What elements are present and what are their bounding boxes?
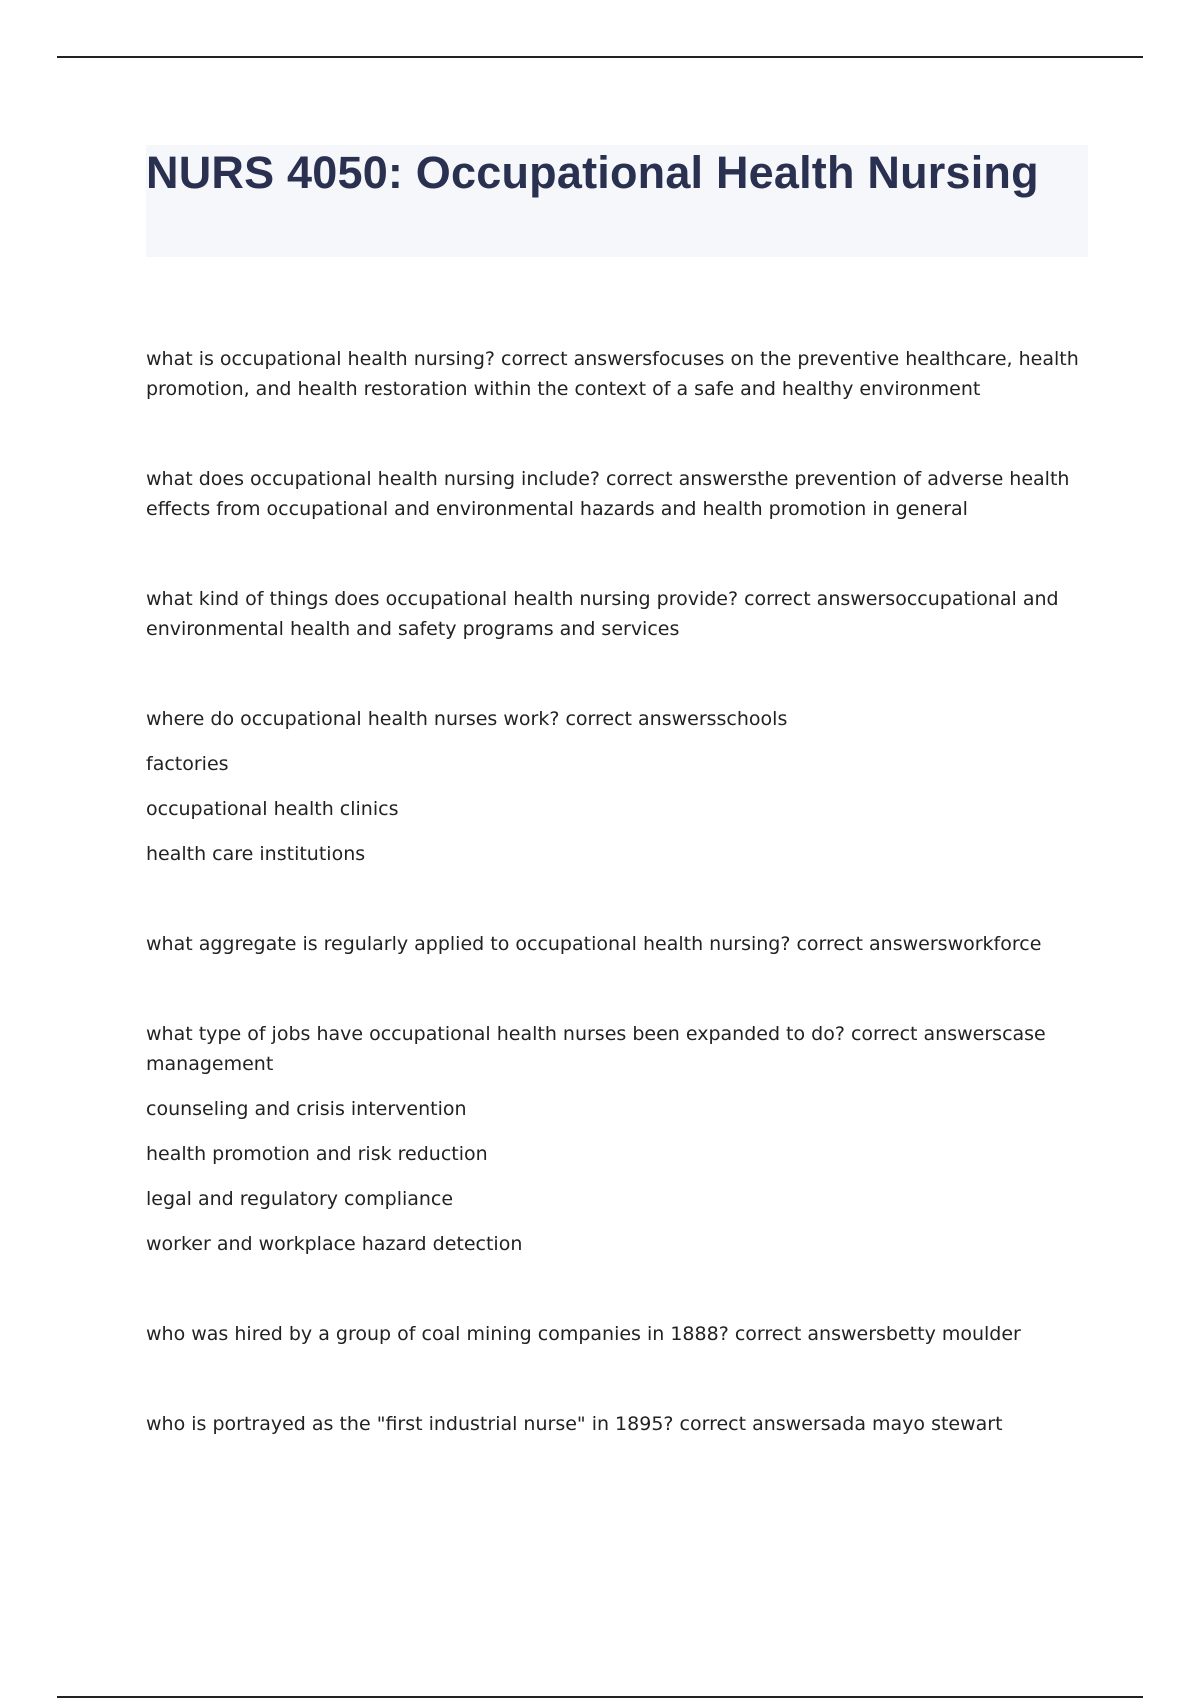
qa-item xyxy=(146,464,1091,524)
qa-item xyxy=(146,704,1091,869)
qa-item xyxy=(146,1409,1091,1439)
qa-list xyxy=(146,344,1091,1499)
qa-item xyxy=(146,1019,1091,1259)
qa-extra-line: health promotion and risk reduction xyxy=(146,1143,488,1165)
qa-extra-line: health care institutions xyxy=(146,843,366,865)
qa-text: who is portrayed as the "first industrial nurse" in 1895? correct answersada mayo stewart xyxy=(146,1413,1003,1435)
qa-item xyxy=(146,1319,1091,1349)
qa-text: where do occupational health nurses work? correct answersschools xyxy=(146,708,788,730)
qa-item xyxy=(146,929,1091,959)
qa-item xyxy=(146,584,1091,644)
qa-extra-line: worker and workplace hazard detection xyxy=(146,1233,523,1255)
qa-item xyxy=(146,344,1091,404)
qa-text: what type of jobs have occupational health nurses been expanded to do? correct answerscase management xyxy=(146,1023,1046,1075)
title-banner xyxy=(146,145,1088,257)
page-title: NURS 4050: Occupational Health Nursing xyxy=(146,147,1039,198)
qa-extra-line: counseling and crisis intervention xyxy=(146,1098,467,1120)
qa-extra-line: legal and regulatory compliance xyxy=(146,1188,454,1210)
qa-extra-line: occupational health clinics xyxy=(146,798,399,820)
qa-text: what kind of things does occupational health nursing provide? correct answersoccupational and environmental health and safety programs and services xyxy=(146,588,1059,640)
qa-text: what is occupational health nursing? correct answersfocuses on the preventive healthcare, health promotion, and health restoration within the context of a safe and healthy environment xyxy=(146,348,1079,400)
top-divider xyxy=(57,56,1143,58)
bottom-divider xyxy=(57,1696,1143,1698)
qa-text: what does occupational health nursing include? correct answersthe prevention of adverse health effects from occupational and environmental hazards and health promotion in general xyxy=(146,468,1070,520)
qa-text: what aggregate is regularly applied to occupational health nursing? correct answersworkforce xyxy=(146,933,1042,955)
qa-text: who was hired by a group of coal mining companies in 1888? correct answersbetty moulder xyxy=(146,1323,1021,1345)
qa-extra-line: factories xyxy=(146,753,229,775)
